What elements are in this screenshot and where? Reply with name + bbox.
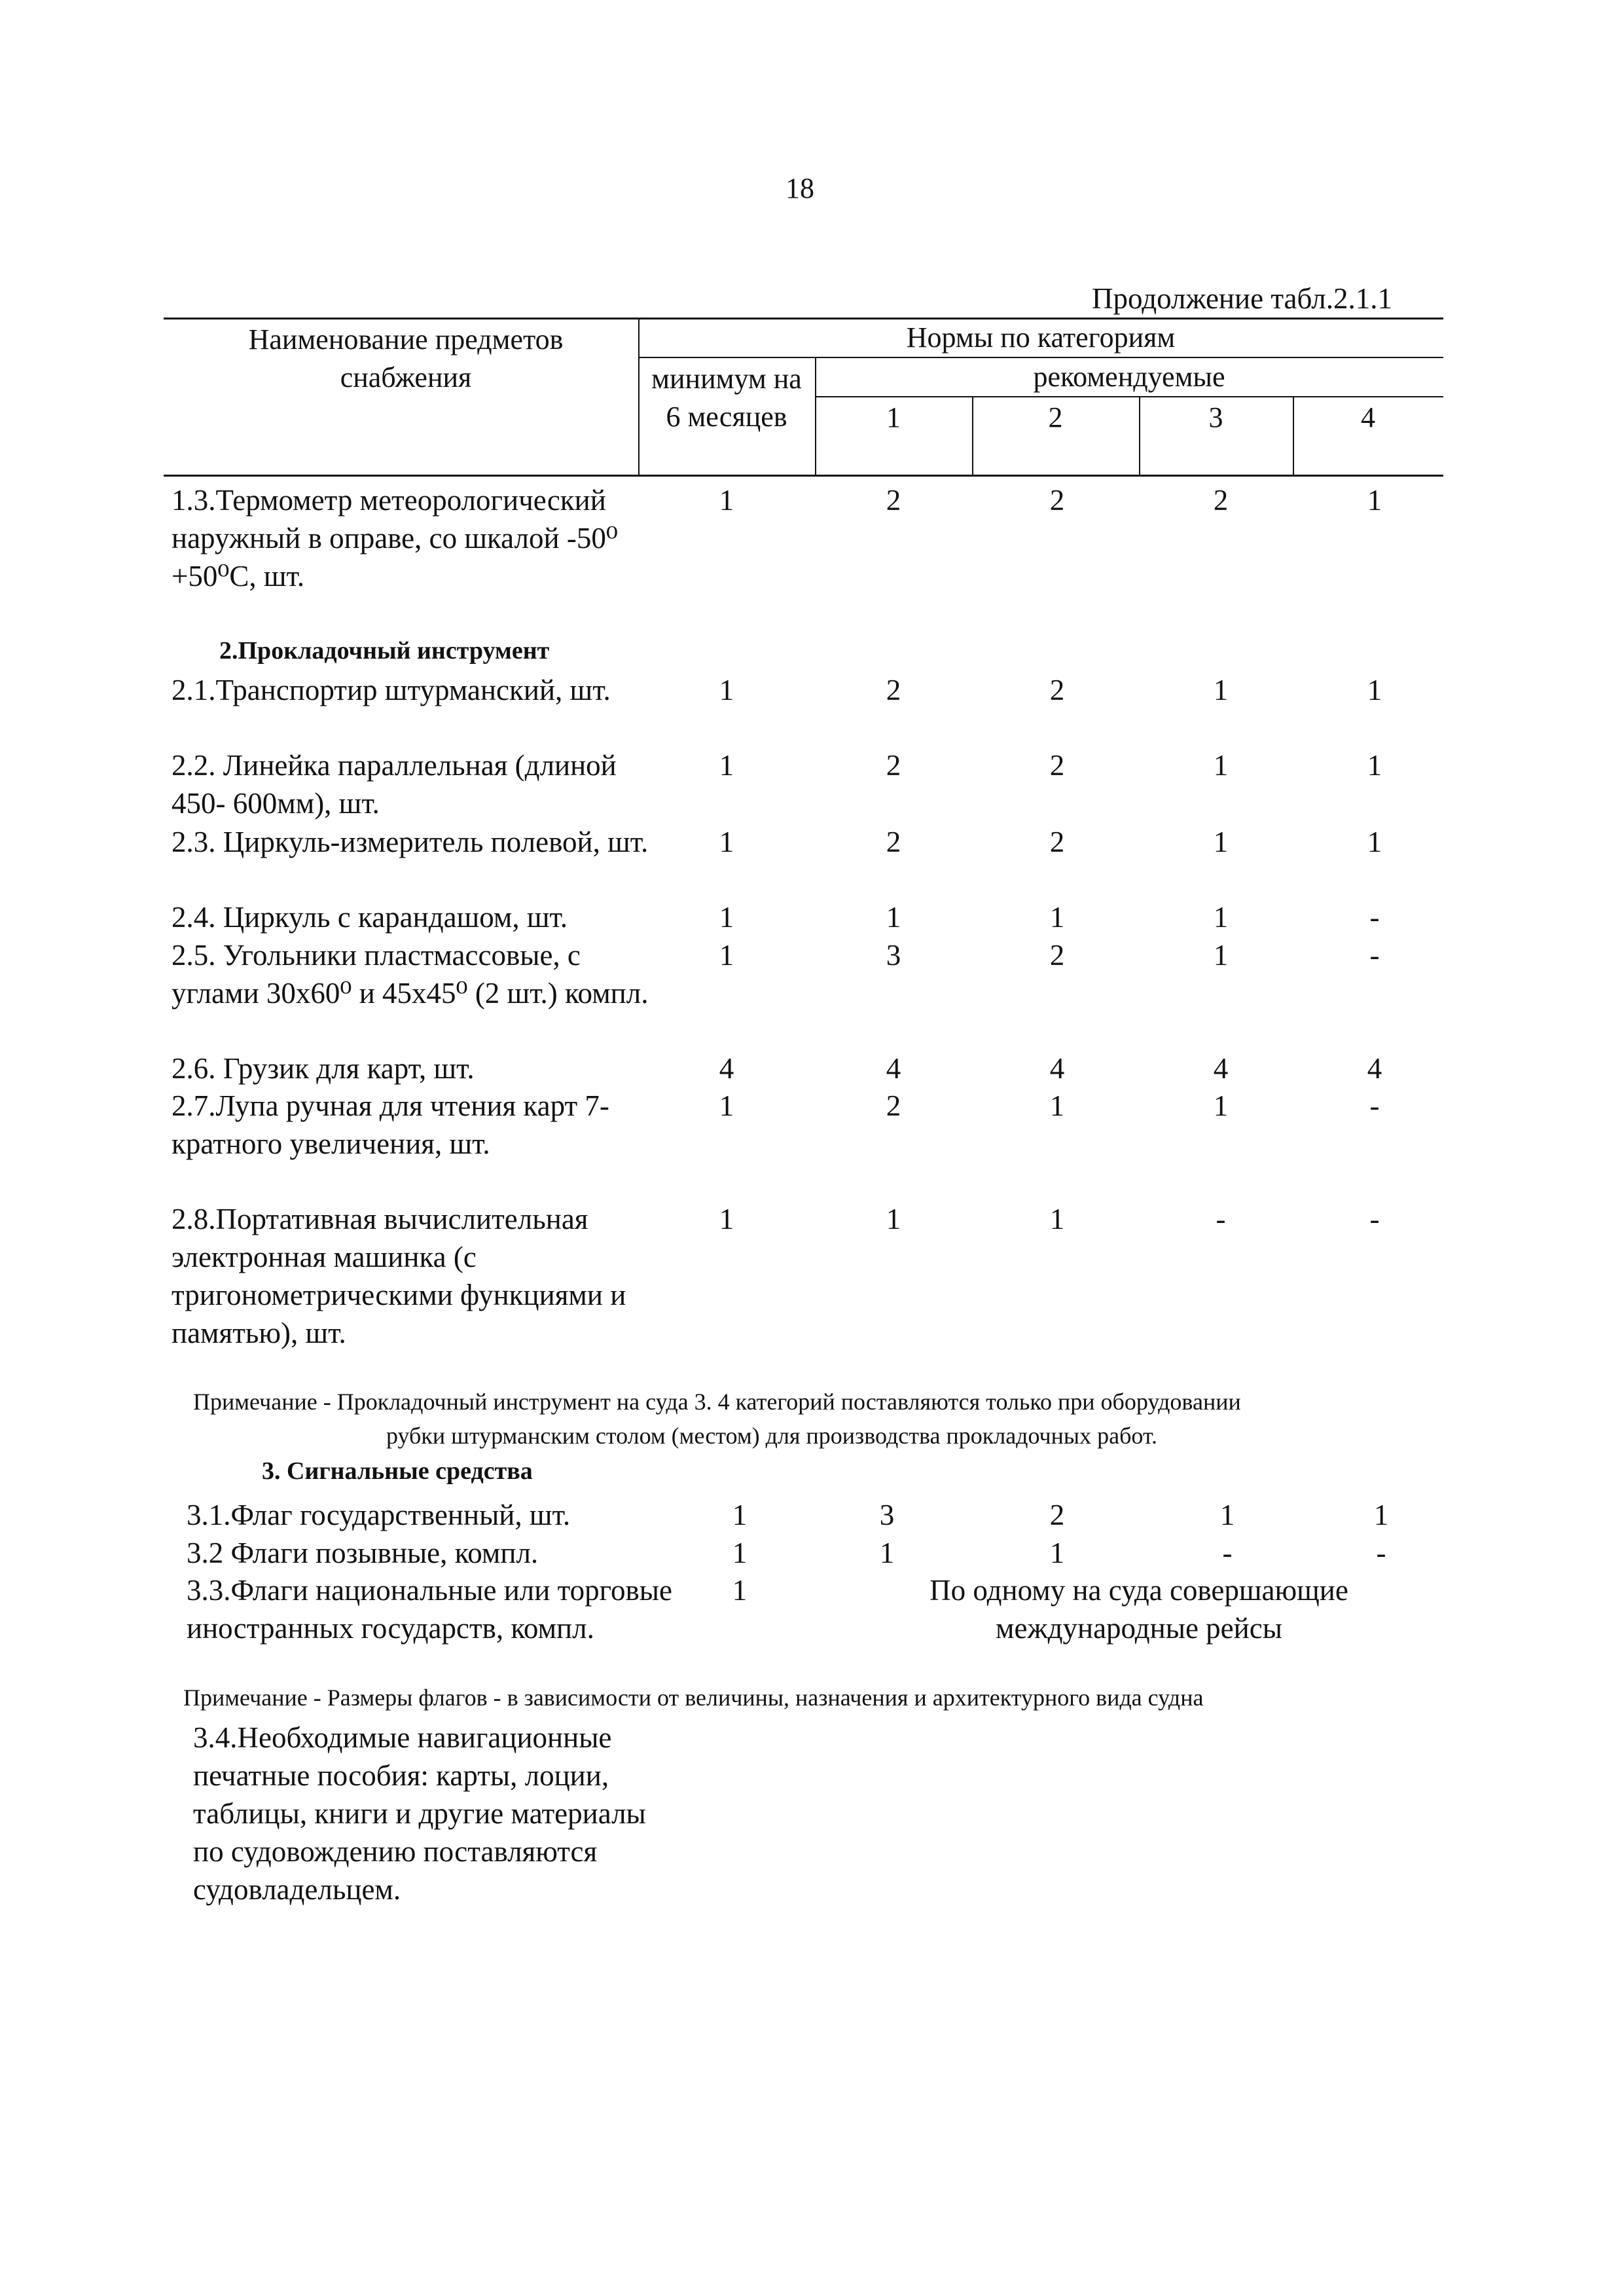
row-name: 3.3.Флаги национальные или торговые иностранных государств, компл. [187, 1574, 672, 1645]
row-name: 1.3.Термометр метеорологический наружный в оправе, со шкалой -50⁰ +50⁰С, шт. [171, 484, 618, 592]
row-cat2: 1 [1049, 1089, 1065, 1122]
row-cat3: 1 [1213, 674, 1229, 706]
row-cat1: 2 [886, 826, 901, 858]
row-cat2: 2 [1049, 939, 1065, 972]
row-min: 1 [719, 939, 734, 972]
row-cat4: 1 [1367, 484, 1382, 517]
header-rec-rule [815, 396, 1443, 397]
row-cat2: 1 [1049, 1203, 1065, 1235]
header-norms: Нормы по категориям [906, 321, 1176, 354]
header-cat-4: 4 [1361, 401, 1375, 433]
row-cat1: 1 [886, 901, 901, 934]
row-cat3: 2 [1213, 484, 1229, 517]
row-name: 2.6. Грузик для карт, шт. [171, 1052, 475, 1085]
row-name: 2.1.Транспортир штурманский, шт. [171, 674, 611, 706]
row-name: 2.2. Линейка параллельная (длиной 450- 600мм), шт. [171, 749, 617, 820]
row-cat2: 4 [1049, 1052, 1065, 1085]
row-name: 2.5. Угольники пластмассовые, с углами 30х60⁰ и 45х45⁰ (2 шт.) компл. [171, 939, 649, 1010]
row-cat4: 1 [1373, 1499, 1389, 1531]
row-cat4: - [1369, 901, 1380, 934]
row-cat2: 2 [1049, 484, 1065, 517]
row-min: 1 [719, 1089, 734, 1122]
row-cat3: 1 [1213, 749, 1229, 782]
row-name: 3.2 Флаги позывные, компл. [187, 1537, 539, 1569]
table-continuation-caption: Продолжение табл.2.1.1 [1092, 282, 1392, 315]
row-min: 1 [719, 901, 734, 934]
row-min: 1 [719, 674, 734, 706]
row-cat1: 1 [886, 1203, 901, 1235]
row-min: 1 [732, 1499, 748, 1531]
row-min: 1 [719, 826, 734, 858]
row-cat3: 1 [1213, 826, 1229, 858]
row-cat1: 2 [886, 749, 901, 782]
row-min: 1 [732, 1574, 748, 1607]
row-cat1: 3 [886, 939, 901, 972]
row-span-note: По одному на суда совершающие международные рейсы [929, 1574, 1348, 1645]
row-name: 2.7.Лупа ручная для чтения карт 7-кратного увеличения, шт. [171, 1089, 609, 1160]
row-cat2: 1 [1049, 901, 1065, 934]
section-heading: 2.Прокладочный инструмент [219, 637, 550, 665]
row-cat3: 4 [1213, 1052, 1229, 1085]
item-3-4: 3.4.Необходимые навигационные печатные пособия: карты, лоции, таблицы, книги и другие материалы по судовождению поставляются судовладельцем. [193, 1721, 646, 1906]
row-cat2: 1 [1049, 1537, 1065, 1569]
section-heading-signals: 3. Сигнальные средства [262, 1457, 533, 1485]
note-prokladochny-line-1: Примечание - Прокладочный инструмент на суда 3. 4 категорий поставляются только при оборудовании [193, 1389, 1241, 1415]
header-item-name: Наименование предметов снабжения [248, 323, 564, 393]
row-cat2: 2 [1049, 826, 1065, 858]
header-sub-rule [638, 357, 1443, 358]
row-cat4: 1 [1367, 826, 1382, 858]
row-cat1: 2 [886, 484, 901, 517]
row-cat2: 2 [1049, 749, 1065, 782]
row-name: 2.8.Портативная вычислительная электронная машинка (с тригонометрическими функциями и памятью), шт. [171, 1203, 626, 1349]
row-cat4: - [1369, 1203, 1380, 1235]
row-cat1: 2 [886, 674, 901, 706]
header-bottom-rule [164, 475, 1443, 477]
header-cat-3: 3 [1208, 401, 1223, 433]
header-recommended: рекомендуемые [1033, 361, 1225, 393]
row-cat1: 4 [886, 1052, 901, 1085]
row-cat1: 3 [879, 1499, 895, 1531]
header-minimum: минимум на 6 месяцев [651, 363, 802, 433]
row-cat4: - [1369, 1089, 1380, 1122]
row-cat2: 2 [1049, 674, 1065, 706]
row-min: 1 [719, 484, 734, 517]
note-flags: Примечание - Размеры флагов - в зависимости от величины, назначения и архитектурного вида судна [183, 1685, 1204, 1711]
row-cat4: - [1376, 1537, 1386, 1569]
note-prokladochny-line-2: рубки штурманским столом (местом) для производства прокладочных работ. [386, 1423, 1157, 1449]
row-cat3: 1 [1213, 939, 1229, 972]
row-cat3: 1 [1213, 1089, 1229, 1122]
row-min: 1 [719, 1203, 734, 1235]
row-cat2: 2 [1049, 1499, 1065, 1531]
row-cat3: 1 [1213, 901, 1229, 934]
row-cat4: 4 [1367, 1052, 1382, 1085]
row-min: 1 [732, 1537, 748, 1569]
row-cat4: 1 [1367, 674, 1382, 706]
row-min: 4 [719, 1052, 734, 1085]
row-cat1: 2 [886, 1089, 901, 1122]
row-name: 2.4. Циркуль с карандашом, шт. [171, 901, 568, 934]
row-name: 3.1.Флаг государственный, шт. [187, 1499, 571, 1531]
page-number: 18 [785, 172, 814, 204]
row-cat1: 1 [879, 1537, 895, 1569]
row-cat3: - [1222, 1537, 1233, 1569]
row-min: 1 [719, 749, 734, 782]
row-name: 2.3. Циркуль-измеритель полевой, шт. [171, 826, 649, 858]
row-cat3: 1 [1219, 1499, 1235, 1531]
header-cat-1: 1 [886, 401, 901, 433]
row-cat4: - [1369, 939, 1380, 972]
header-top-rule [164, 318, 1443, 319]
header-cat-2: 2 [1048, 401, 1063, 433]
row-cat3: - [1216, 1203, 1226, 1235]
row-cat4: 1 [1367, 749, 1382, 782]
